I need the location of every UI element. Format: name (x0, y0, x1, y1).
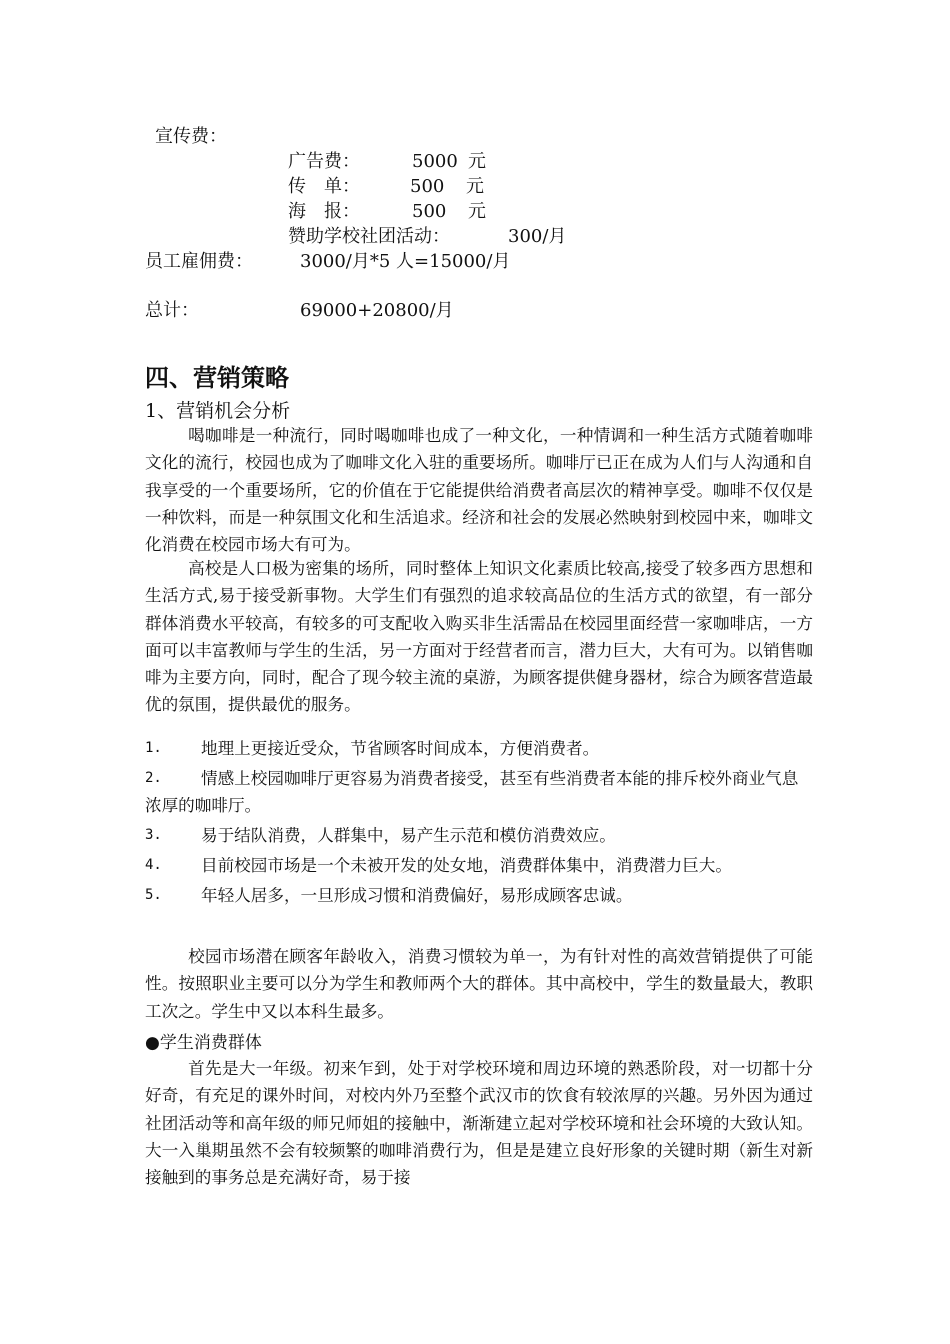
flyer-fee-value: 500 (410, 176, 445, 197)
section-heading: 四、营销策略 (145, 364, 289, 392)
flyer-fee-unit: 元 (466, 176, 484, 197)
list-item (145, 735, 813, 762)
subsection-heading: 1、营销机会分析 (145, 400, 291, 422)
poster-fee-unit: 元 (468, 201, 486, 222)
list-text: 易于结队消费，人群集中，易产生示范和模仿消费效应。 (201, 826, 616, 845)
ad-fee-value: 5000 (412, 151, 458, 172)
list-item (145, 765, 813, 820)
ad-fee-unit: 元 (468, 151, 486, 172)
list-text: 年轻人居多，一旦形成习惯和消费偏好，易形成顾客忠诚。 (201, 886, 633, 905)
list-number: 5. (145, 887, 162, 903)
ad-fee-label: 广告费： (288, 151, 360, 172)
staff-fee-value: 3000/月*5 人=15000/月 (300, 251, 511, 272)
list-number: 3. (145, 827, 162, 843)
poster-fee-value: 500 (412, 201, 447, 222)
paragraph-freshmen: 首先是大一年级。初来乍到，处于对学校环境和周边环境的熟悉阶段，对一切都十分好奇，有充足的课外时间，对校内外乃至整个武汉市的饮食有较浓厚的兴趣。另外因为通过社团活动等和高年级的师兄师姐的接触中，渐渐建立起对学校环境和社会环境的大致认知。大一入巢期虽然不会有较频繁的咖啡消费行为，但是是建立良好形象的关键时期（新生对新接触到的事务总是充满好奇，易于接 (145, 1059, 813, 1188)
paragraph-campus-market: 高校是人口极为密集的场所，同时整体上知识文化素质比较高,接受了较多西方思想和生活方式,易于接受新事物。大学生们有强烈的追求较高品位的生活方式的欲望，有一部分群体消费水平较高，有较多的可支配收入购买非生活需品在校园里面经营一家咖啡店，一方面可以丰富教师与学生的生活，另一方面对于经营者而言，潜力巨大，大有可为。以销售咖啡为主要方向，同时，配合了现今较主流的桌游，为顾客提供健身器材，综合为顾客营造最优的氛围，提供最优的服务。 (145, 559, 813, 715)
list-text: 目前校园市场是一个未被开发的处女地，消费群体集中，消费潜力巨大。 (201, 856, 732, 875)
total-value: 69000+20800/月 (300, 300, 454, 321)
flyer-fee-label: 传 单： (288, 176, 360, 197)
list-number: 4. (145, 857, 162, 873)
list-number: 1. (145, 740, 162, 756)
list-number: 2. (145, 770, 162, 786)
staff-fee-label: 员工雇佣费： (145, 251, 253, 272)
club-sponsor-value: 300/月 (508, 226, 567, 247)
list-item (145, 852, 813, 879)
list-text: 地理上更接近受众，节省顾客时间成本，方便消费者。 (201, 739, 600, 758)
paragraph-coffee-culture: 喝咖啡是一种流行，同时喝咖啡也成了一种文化，一种情调和一种生活方式随着咖啡文化的流行，校园也成为了咖啡文化入驻的重要场所。咖啡厅已正在成为人们与人沟通和自我享受的一个重要场所，它的价值在于它能提供给消费者高层次的精神享受。咖啡不仅仅是一种饮料，而是一种氛围文化和生活追求。经济和社会的发展必然映射到校园中来，咖啡文化消费在校园市场大有可为。 (145, 426, 813, 555)
club-sponsor-label: 赞助学校社团活动： (288, 226, 450, 247)
list-item (145, 822, 813, 849)
promo-fee-label: 宣传费： (155, 126, 227, 147)
total-label: 总计： (145, 300, 199, 321)
poster-fee-label: 海 报： (288, 201, 360, 222)
student-group-heading: ●学生消费群体 (145, 1033, 262, 1053)
list-item (145, 882, 813, 909)
paragraph-customer-groups: 校园市场潜在顾客年龄收入，消费习惯较为单一，为有针对性的高效营销提供了可能性。按照职业主要可以分为学生和教师两个大的群体。其中高校中，学生的数量最大，教职工次之。学生中又以本科生最多。 (145, 947, 813, 1021)
list-text: 情感上校园咖啡厅更容易为消费者接受，甚至有些消费者本能的排斥校外商业气息浓厚的咖啡厅。 (145, 769, 799, 816)
